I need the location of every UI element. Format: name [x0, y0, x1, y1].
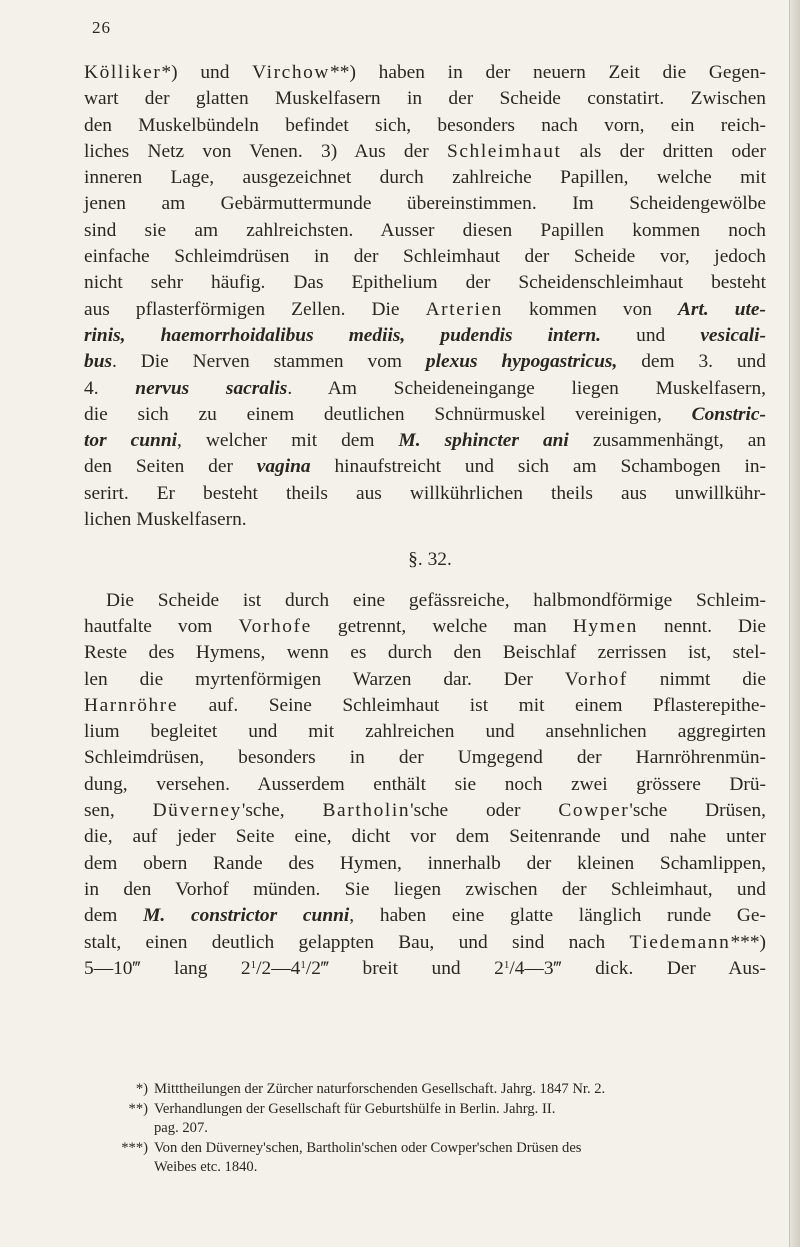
emphasis: Schleimhaut — [446, 140, 562, 162]
text-line: Reste des Hymens, wenn es durch den Beischlaf zerrissen ist, stel- — [84, 642, 766, 664]
author-name: Bartholin — [322, 800, 411, 822]
author-name: Kölliker — [84, 62, 162, 83]
text-line: den Seiten der vagina hinaufstreicht und sich am Schambogen in- — [84, 456, 766, 478]
text-line: Kölliker*) und Virchow**) haben in der neuern Zeit die Gegen- — [84, 62, 766, 83]
text-line: sind sie am zahlreichsten. Ausser diesen Papillen kommen noch — [84, 219, 766, 241]
paragraph-2 — [84, 588, 766, 982]
emphasis: Hymen — [572, 615, 638, 637]
page-number: 26 — [92, 18, 111, 37]
text-line: sen, Düverney'sche, Bartholin'sche oder Cowper'sche Drüsen, — [84, 800, 766, 822]
footnote-text: Verhandlungen der Gesellschaft für Geburtshülfe in Berlin. Jahrg. II. — [154, 1100, 556, 1117]
author-name: Virchow — [252, 62, 331, 83]
text-line: stalt, einen deutlich gelappten Bau, und sind nach Tiedemann***) — [84, 931, 766, 953]
body-text — [84, 60, 766, 982]
footnote-continuation: Weibes etc. 1840. — [154, 1159, 258, 1176]
text-line: in den Vorhof münden. Sie liegen zwischen der Schleimhaut, und — [84, 878, 766, 900]
author-name: Düverney — [152, 800, 242, 822]
section-heading: §. 32. — [408, 549, 452, 571]
latin-term: vagina — [256, 456, 311, 478]
text-line: liches Netz von Venen. 3) Aus der Schleimhaut als der dritten oder — [84, 140, 766, 162]
text-line: lichen Muskelfasern. — [84, 509, 247, 531]
text-line: inneren Lage, ausgezeichnet durch zahlreiche Papillen, welche mit — [84, 167, 766, 189]
text-line: Die Scheide ist durch eine gefässreiche, halbmondförmige Schleim- — [106, 589, 766, 611]
text-line: hautfalte vom Vorhofe getrennt, welche man Hymen nennt. Die — [84, 615, 767, 637]
footnote-text: Von den Düverney'schen, Bartholin'schen oder Cowper'schen Drüsen des — [154, 1139, 582, 1156]
text-line: len die myrtenförmigen Warzen dar. Der Vorhof nimmt die — [84, 668, 766, 690]
footnote-mark: *) — [135, 1081, 148, 1097]
text-line: nicht sehr häufig. Das Epithelium der Scheidenschleimhaut besteht — [84, 272, 766, 294]
latin-term: nervus sacralis — [135, 377, 288, 399]
footnote-mark: ***) — [121, 1139, 148, 1156]
emphasis: Arterien — [425, 298, 503, 320]
author-name: Tiedemann — [629, 931, 731, 953]
paragraph-1 — [84, 60, 766, 533]
text-line: dem M. constrictor cunni, haben eine glatte länglich runde Ge- — [84, 905, 766, 927]
text-line: lium begleitet und mit zahlreichen und ansehnlichen aggregirten — [84, 721, 766, 743]
text-line: die sich zu einem deutlichen Schnürmuskel vereinigen, Constric- — [84, 403, 766, 425]
latin-term: M. constrictor cunni — [143, 905, 350, 927]
latin-term: Constric- — [691, 403, 766, 425]
text-line: 5—10‴ lang $2^1/2—4^1/2‴$ breit und $2^1/4—3‴$ dick. Der Aus- — [84, 957, 767, 979]
text-line: dung, versehen. Ausserdem enthält sie noch zwei grössere Drü- — [84, 773, 766, 795]
footnote — [118, 1139, 778, 1159]
latin-term: tor cunni — [84, 430, 177, 452]
footnotes — [118, 1080, 778, 1178]
footnote-mark: **) — [128, 1100, 148, 1117]
footnote-continuation: pag. 207. — [154, 1120, 208, 1137]
footnote-text: Mitttheilungen der Zürcher naturforschenden Gesellschaft. Jahrg. 1847 Nr. 2. — [154, 1081, 606, 1097]
latin-term: plexus hypogastricus, — [425, 351, 618, 373]
latin-term: M. sphincter ani — [398, 430, 569, 452]
text-line: einfache Schleimdrüsen in der Schleimhaut der Scheide vor, jedoch — [84, 246, 766, 268]
text-line: die, auf jeder Seite eine, dicht vor dem Seitenrande und nahe unter — [84, 826, 766, 848]
text-line: serirt. Er besteht theils aus willkührlichen theils aus unwillkühr- — [84, 482, 766, 504]
emphasis: Vorhof — [564, 668, 628, 690]
text-line: 4. nervus sacralis. Am Scheideneingange liegen Muskelfasern, — [84, 377, 766, 399]
footnote — [118, 1080, 778, 1100]
text-line: bus. Die Nerven stammen vom plexus hypogastricus, dem 3. und — [84, 351, 766, 373]
page-edge — [789, 0, 800, 1247]
text-line: den Muskelbündeln befindet sich, besonders nach vorn, ein reich- — [84, 114, 766, 136]
emphasis: Harnröhre — [84, 694, 179, 716]
text-line: Schleimdrüsen, besonders in der Umgegend der Harnröhrenmün- — [84, 747, 766, 769]
text-line: tor cunni, welcher mit dem M. sphincter ani zusammenhängt, an — [84, 430, 767, 452]
text-line: wart der glatten Muskelfasern in der Scheide constatirt. Zwischen — [84, 88, 766, 110]
footnote — [118, 1100, 778, 1120]
text-line: aus pflasterförmigen Zellen. Die Arterien kommen von Art. ute- — [84, 298, 766, 320]
latin-term: rinis, haemorrhoidalibus mediis, pudendis intern. — [84, 324, 602, 346]
text-line: Harnröhre auf. Seine Schleimhaut ist mit einem Pflasterepithe- — [84, 694, 766, 716]
emphasis: Vorhofe — [238, 615, 312, 637]
author-name: Cowper — [558, 800, 630, 822]
text-line: dem obern Rande des Hymen, innerhalb der kleinen Schamlippen, — [84, 852, 766, 874]
text-line: rinis, haemorrhoidalibus mediis, pudendis intern. und vesicali- — [84, 324, 766, 346]
latin-term: Art. ute- — [678, 298, 766, 320]
text-line: jenen am Gebärmuttermunde übereinstimmen. Im Scheidengewölbe — [84, 193, 766, 215]
latin-term: vesicali- — [700, 324, 766, 346]
latin-term: bus — [84, 351, 113, 373]
